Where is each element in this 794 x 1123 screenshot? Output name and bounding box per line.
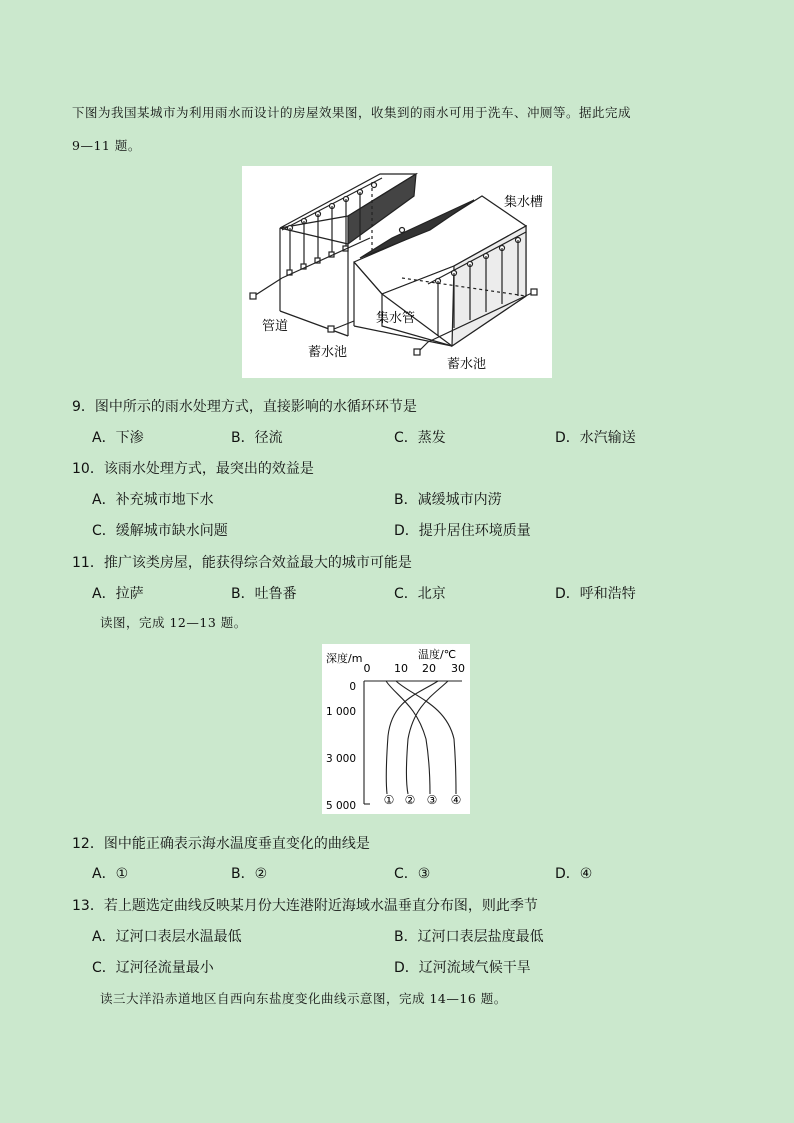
y-tick-3000: 3 000 (325, 753, 356, 765)
intro-14-16: 读三大洋沿赤道地区自西向东盐度变化曲线示意图，完成 14—16 题。 (100, 991, 507, 1006)
q9-option-b[interactable]: B．径流 (231, 430, 283, 446)
x-tick-30: 30 (451, 662, 465, 675)
curve-label-3: ③ (426, 793, 438, 807)
x-tick-20: 20 (422, 662, 436, 675)
question-12-stem: 12．图中能正确表示海水温度垂直变化的曲线是 (72, 836, 370, 852)
curve-label-2: ② (404, 793, 416, 807)
y-tick-0: 0 (349, 681, 356, 693)
label-reservoir-left: 蓄水池 (308, 345, 348, 360)
question-13-stem: 13．若上题选定曲线反映某月份大连港附近海域水温垂直分布图，则此季节 (72, 898, 538, 914)
q10-option-b[interactable]: B．减缓城市内涝 (394, 492, 502, 508)
temperature-depth-drawing (322, 644, 470, 814)
y-tick-1000: 1 000 (325, 706, 356, 718)
q11-option-d[interactable]: D．呼和浩特 (555, 586, 636, 602)
x-tick-10: 10 (394, 662, 408, 675)
rainwater-house-figure (242, 166, 552, 378)
y-axis-label: 深度/m (326, 652, 363, 665)
y-tick-5000: 5 000 (325, 800, 356, 812)
q13-option-c[interactable]: C．辽河径流量最小 (92, 960, 214, 976)
question-11-stem: 11．推广该类房屋，能获得综合效益最大的城市可能是 (72, 555, 412, 571)
q13-option-d[interactable]: D．辽河流域气候干旱 (394, 960, 531, 976)
q12-option-b[interactable]: B．② (231, 866, 268, 882)
q10-option-a[interactable]: A．补充城市地下水 (92, 492, 214, 508)
intro-paragraph-line2: 9—11 题。 (72, 138, 141, 153)
q12-option-d[interactable]: D．④ (555, 866, 593, 882)
label-pipe: 管道 (262, 319, 289, 334)
q11-option-b[interactable]: B．吐鲁番 (231, 586, 297, 602)
q12-option-c[interactable]: C．③ (394, 866, 431, 882)
q11-option-a[interactable]: A．拉萨 (92, 586, 144, 602)
q10-option-d[interactable]: D．提升居住环境质量 (394, 523, 531, 539)
label-reservoir-right: 蓄水池 (447, 357, 487, 372)
q9-option-a[interactable]: A．下渗 (92, 430, 144, 446)
label-collecting-trough: 集水槽 (504, 195, 544, 210)
x-tick-0: 0 (363, 662, 371, 675)
q9-option-d[interactable]: D．水汽输送 (555, 430, 636, 446)
q13-option-b[interactable]: B．辽河口表层盐度最低 (394, 929, 544, 945)
temperature-depth-figure (322, 644, 470, 814)
q12-option-a[interactable]: A．① (92, 866, 129, 882)
q11-option-c[interactable]: C．北京 (394, 586, 446, 602)
q10-option-c[interactable]: C．缓解城市缺水问题 (92, 523, 228, 539)
intro-paragraph-line1: 下图为我国某城市为利用雨水而设计的房屋效果图，收集到的雨水可用于洗车、冲厕等。据此完成 (72, 105, 632, 120)
curve-label-1: ① (383, 793, 395, 807)
curve-label-4: ④ (450, 793, 462, 807)
label-collecting-pipe: 集水管 (376, 311, 416, 326)
q9-option-c[interactable]: C．蒸发 (394, 430, 446, 446)
intro-12-13: 读图，完成 12—13 题。 (100, 615, 247, 630)
x-axis-label: 温度/℃ (418, 648, 457, 661)
question-10-stem: 10．该雨水处理方式，最突出的效益是 (72, 461, 314, 477)
question-9-stem: 9．图中所示的雨水处理方式，直接影响的水循环环节是 (72, 399, 417, 415)
q13-option-a[interactable]: A．辽河口表层水温最低 (92, 929, 242, 945)
rainwater-house-drawing (242, 166, 552, 378)
